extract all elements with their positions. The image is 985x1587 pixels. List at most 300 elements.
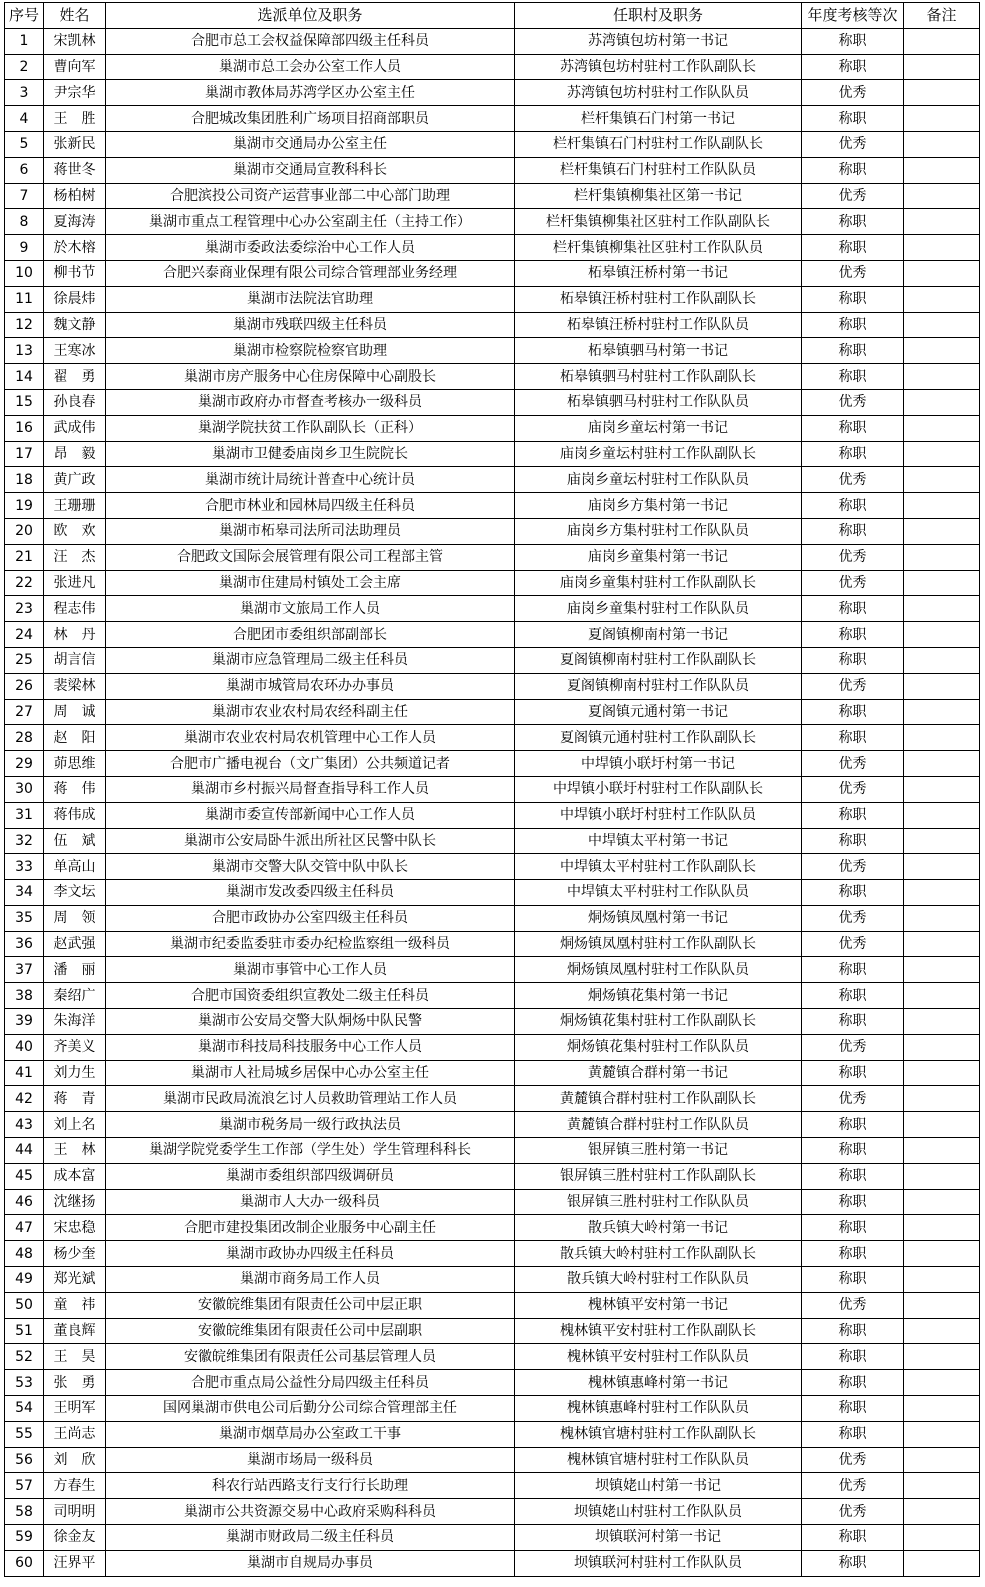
table-row [5,441,980,467]
remarks-cell [904,1215,980,1241]
annual-grade-cell: 称职 [802,209,904,235]
village-post-cell: 栏杆集镇石门村驻村工作队队员 [515,157,802,183]
serial-number-cell: 39 [5,1009,44,1035]
dispatching-unit-cell: 巢湖市文旅局工作人员 [106,596,515,622]
village-post-cell: 中垾镇小联圩村驻村工作队副队长 [515,776,802,802]
village-post-cell: 黄麓镇合群村驻村工作队副队长 [515,1086,802,1112]
dispatching-unit-cell: 合肥政文国际会展管理有限公司工程部主管 [106,544,515,570]
remarks-cell [904,1189,980,1215]
serial-number-cell: 53 [5,1370,44,1396]
annual-grade-cell: 称职 [802,699,904,725]
name-cell: 王 昊 [44,1344,106,1370]
village-post-cell: 黄麓镇合群村驻村工作队队员 [515,1112,802,1138]
remarks-cell [904,1163,980,1189]
table-row [5,854,980,880]
annual-grade-cell: 称职 [802,235,904,261]
serial-number-cell: 31 [5,802,44,828]
dispatching-unit-cell: 安徽皖维集团有限责任公司中层正职 [106,1292,515,1318]
dispatching-unit-cell: 科农行站西路支行支行行长助理 [106,1473,515,1499]
dispatching-unit-cell: 巢湖市商务局工作人员 [106,1267,515,1293]
village-post-cell: 银屏镇三胜村驻村工作队副队长 [515,1163,802,1189]
name-cell: 杨少奎 [44,1241,106,1267]
remarks-cell [904,1447,980,1473]
remarks-cell [904,183,980,209]
table-row [5,596,980,622]
name-cell: 刘力生 [44,1060,106,1086]
dispatching-unit-cell: 巢湖市人大办一级科员 [106,1189,515,1215]
village-post-cell: 庙岗乡童坛村驻村工作队队员 [515,467,802,493]
dispatching-unit-cell: 巢湖市乡村振兴局督查指导科工作人员 [106,776,515,802]
annual-grade-cell: 称职 [802,1267,904,1293]
name-cell: 魏文静 [44,312,106,338]
remarks-cell [904,106,980,132]
serial-number-cell: 56 [5,1447,44,1473]
remarks-cell [904,467,980,493]
remarks-cell [904,905,980,931]
table-row [5,467,980,493]
table-row [5,983,980,1009]
dispatching-unit-cell: 巢湖市住建局村镇处工会主席 [106,570,515,596]
remarks-cell [904,622,980,648]
serial-number-cell: 48 [5,1241,44,1267]
table-row [5,1267,980,1293]
serial-number-cell: 13 [5,338,44,364]
annual-grade-cell: 优秀 [802,673,904,699]
serial-number-cell: 28 [5,725,44,751]
serial-number-cell: 50 [5,1292,44,1318]
header-serial-number: 序号 [5,3,44,29]
serial-number-cell: 4 [5,106,44,132]
name-cell: 张新民 [44,131,106,157]
serial-number-cell: 5 [5,131,44,157]
serial-number-cell: 35 [5,905,44,931]
table-row [5,647,980,673]
remarks-cell [904,1086,980,1112]
table-row [5,905,980,931]
table-row [5,776,980,802]
dispatching-unit-cell: 巢湖市卫健委庙岗乡卫生院院长 [106,441,515,467]
name-cell: 尹宗华 [44,80,106,106]
name-cell: 昂 毅 [44,441,106,467]
table-row [5,1499,980,1525]
annual-grade-cell: 称职 [802,106,904,132]
remarks-cell [904,1318,980,1344]
dispatching-unit-cell: 巢湖市交通局办公室主任 [106,131,515,157]
serial-number-cell: 9 [5,235,44,261]
dispatching-unit-cell: 合肥市重点局公益性分局四级主任科员 [106,1370,515,1396]
dispatching-unit-cell: 巢湖市法院法官助理 [106,286,515,312]
annual-grade-cell: 称职 [802,54,904,80]
remarks-cell [904,1396,980,1422]
annual-grade-cell: 称职 [802,1370,904,1396]
name-cell: 孙良春 [44,389,106,415]
table-row [5,725,980,751]
table-row [5,673,980,699]
dispatching-unit-cell: 巢湖市发改委四级主任科员 [106,880,515,906]
village-post-cell: 栏杆集镇石门村第一书记 [515,106,802,132]
name-cell: 蒋 伟 [44,776,106,802]
table-row [5,931,980,957]
dispatching-unit-cell: 巢湖市委政法委综治中心工作人员 [106,235,515,261]
remarks-cell [904,751,980,777]
table-row [5,570,980,596]
table-row [5,828,980,854]
dispatching-unit-cell: 巢湖市财政局二级主任科员 [106,1525,515,1551]
name-cell: 张 勇 [44,1370,106,1396]
remarks-cell [904,647,980,673]
village-post-cell: 庙岗乡童集村第一书记 [515,544,802,570]
name-cell: 董良辉 [44,1318,106,1344]
header-village-post: 任职村及职务 [515,3,802,29]
table-row [5,1189,980,1215]
annual-grade-cell: 称职 [802,1550,904,1576]
annual-grade-cell: 优秀 [802,389,904,415]
remarks-cell [904,1421,980,1447]
name-cell: 蒋 青 [44,1086,106,1112]
table-row [5,1344,980,1370]
header-name: 姓名 [44,3,106,29]
dispatching-unit-cell: 合肥市建投集团改制企业服务中心副主任 [106,1215,515,1241]
table-row [5,699,980,725]
name-cell: 王珊珊 [44,493,106,519]
dispatching-unit-cell: 安徽皖维集团有限责任公司基层管理人员 [106,1344,515,1370]
serial-number-cell: 44 [5,1138,44,1164]
table-row [5,1292,980,1318]
dispatching-unit-cell: 巢湖市交通局宣教科科长 [106,157,515,183]
name-cell: 汪 杰 [44,544,106,570]
table-row [5,260,980,286]
annual-grade-cell: 称职 [802,725,904,751]
village-post-cell: 槐林镇惠峰村驻村工作队队员 [515,1396,802,1422]
village-post-cell: 庙岗乡童集村驻村工作队队员 [515,596,802,622]
remarks-cell [904,1241,980,1267]
village-post-cell: 苏湾镇包坊村第一书记 [515,28,802,54]
name-cell: 潘 丽 [44,957,106,983]
serial-number-cell: 10 [5,260,44,286]
annual-grade-cell: 称职 [802,157,904,183]
village-post-cell: 夏阁镇元通村第一书记 [515,699,802,725]
table-row [5,312,980,338]
dispatching-unit-cell: 巢湖市自规局办事员 [106,1550,515,1576]
serial-number-cell: 3 [5,80,44,106]
village-post-cell: 黄麓镇合群村第一书记 [515,1060,802,1086]
name-cell: 王 胜 [44,106,106,132]
remarks-cell [904,338,980,364]
serial-number-cell: 52 [5,1344,44,1370]
name-cell: 周 诚 [44,699,106,725]
village-post-cell: 坝镇姥山村驻村工作队队员 [515,1499,802,1525]
annual-grade-cell: 优秀 [802,80,904,106]
name-cell: 林 丹 [44,622,106,648]
remarks-cell [904,1112,980,1138]
serial-number-cell: 47 [5,1215,44,1241]
header-row [5,3,980,29]
serial-number-cell: 14 [5,364,44,390]
serial-number-cell: 25 [5,647,44,673]
village-post-cell: 散兵镇大岭村驻村工作队副队长 [515,1241,802,1267]
table-row [5,1034,980,1060]
serial-number-cell: 30 [5,776,44,802]
dispatching-unit-cell: 巢湖市税务局一级行政执法员 [106,1112,515,1138]
table-row [5,389,980,415]
village-post-cell: 中垾镇小联圩村驻村工作队队员 [515,802,802,828]
village-post-cell: 坝镇姥山村第一书记 [515,1473,802,1499]
remarks-cell [904,54,980,80]
remarks-cell [904,1499,980,1525]
name-cell: 曹向军 [44,54,106,80]
table-row [5,286,980,312]
dispatching-unit-cell: 合肥市广播电视台（文广集团）公共频道记者 [106,751,515,777]
table-row [5,80,980,106]
header-dispatching-unit: 选派单位及职务 [106,3,515,29]
table-row [5,1241,980,1267]
dispatching-unit-cell: 巢湖市总工会办公室工作人员 [106,54,515,80]
annual-grade-cell: 称职 [802,1396,904,1422]
village-post-cell: 庙岗乡童坛村第一书记 [515,415,802,441]
table-row [5,131,980,157]
village-post-cell: 银屏镇三胜村驻村工作队队员 [515,1189,802,1215]
annual-grade-cell: 称职 [802,415,904,441]
serial-number-cell: 2 [5,54,44,80]
name-cell: 於木榕 [44,235,106,261]
village-post-cell: 烔炀镇花集村第一书记 [515,983,802,1009]
village-post-cell: 槐林镇平安村驻村工作队副队长 [515,1318,802,1344]
annual-grade-cell: 称职 [802,1112,904,1138]
dispatching-unit-cell: 巢湖市农业农村局农机管理中心工作人员 [106,725,515,751]
name-cell: 沈继扬 [44,1189,106,1215]
annual-grade-cell: 优秀 [802,260,904,286]
remarks-cell [904,493,980,519]
annual-grade-cell: 称职 [802,338,904,364]
village-post-cell: 庙岗乡童集村驻村工作队副队长 [515,570,802,596]
annual-grade-cell: 称职 [802,1215,904,1241]
remarks-cell [904,1009,980,1035]
dispatching-unit-cell: 巢湖市政协办四级主任科员 [106,1241,515,1267]
annual-grade-cell: 称职 [802,1060,904,1086]
village-post-cell: 庙岗乡方集村第一书记 [515,493,802,519]
annual-grade-cell: 优秀 [802,931,904,957]
annual-grade-cell: 优秀 [802,854,904,880]
dispatching-unit-cell: 巢湖学院扶贫工作队副队长（正科） [106,415,515,441]
dispatching-unit-cell: 巢湖市教体局苏湾学区办公室主任 [106,80,515,106]
serial-number-cell: 8 [5,209,44,235]
name-cell: 刘 欣 [44,1447,106,1473]
table-row [5,1112,980,1138]
serial-number-cell: 7 [5,183,44,209]
table-row [5,1318,980,1344]
annual-grade-cell: 称职 [802,493,904,519]
dispatching-unit-cell: 国网巢湖市供电公司后勤分公司综合管理部主任 [106,1396,515,1422]
table-row [5,1060,980,1086]
name-cell: 胡言信 [44,647,106,673]
serial-number-cell: 11 [5,286,44,312]
serial-number-cell: 45 [5,1163,44,1189]
dispatching-unit-cell: 巢湖市人社局城乡居保中心办公室主任 [106,1060,515,1086]
serial-number-cell: 22 [5,570,44,596]
serial-number-cell: 60 [5,1550,44,1576]
village-post-cell: 银屏镇三胜村第一书记 [515,1138,802,1164]
serial-number-cell: 51 [5,1318,44,1344]
name-cell: 童 祎 [44,1292,106,1318]
village-post-cell: 烔炀镇凤凰村驻村工作队副队长 [515,931,802,957]
dispatching-unit-cell: 巢湖市农业农村局农经科副主任 [106,699,515,725]
serial-number-cell: 41 [5,1060,44,1086]
remarks-cell [904,260,980,286]
table-row [5,1163,980,1189]
village-post-cell: 槐林镇惠峰村第一书记 [515,1370,802,1396]
village-post-cell: 柘皋镇汪桥村驻村工作队副队长 [515,286,802,312]
serial-number-cell: 20 [5,518,44,544]
annual-grade-cell: 称职 [802,1421,904,1447]
remarks-cell [904,673,980,699]
serial-number-cell: 17 [5,441,44,467]
name-cell: 司明明 [44,1499,106,1525]
annual-grade-cell: 优秀 [802,776,904,802]
dispatching-unit-cell: 巢湖市委宣传部新闻中心工作人员 [106,802,515,828]
remarks-cell [904,570,980,596]
annual-grade-cell: 称职 [802,983,904,1009]
name-cell: 朱海洋 [44,1009,106,1035]
remarks-cell [904,1370,980,1396]
remarks-cell [904,312,980,338]
name-cell: 程志伟 [44,596,106,622]
dispatching-unit-cell: 合肥兴泰商业保理有限公司综合管理部业务经理 [106,260,515,286]
dispatching-unit-cell: 巢湖市交警大队交管中队中队长 [106,854,515,880]
name-cell: 柳书节 [44,260,106,286]
annual-grade-cell: 称职 [802,647,904,673]
village-post-cell: 柘皋镇驷马村第一书记 [515,338,802,364]
dispatching-unit-cell: 合肥市林业和园林局四级主任科员 [106,493,515,519]
annual-grade-cell: 优秀 [802,1034,904,1060]
name-cell: 杨柏树 [44,183,106,209]
village-post-cell: 烔炀镇花集村驻村工作队副队长 [515,1009,802,1035]
name-cell: 宋忠稳 [44,1215,106,1241]
serial-number-cell: 27 [5,699,44,725]
remarks-cell [904,1344,980,1370]
remarks-cell [904,957,980,983]
remarks-cell [904,983,980,1009]
remarks-cell [904,441,980,467]
annual-grade-cell: 称职 [802,880,904,906]
remarks-cell [904,80,980,106]
village-post-cell: 苏湾镇包坊村驻村工作队副队长 [515,54,802,80]
dispatching-unit-cell: 巢湖市重点工程管理中心办公室副主任（主持工作） [106,209,515,235]
table-row [5,493,980,519]
annual-grade-cell: 称职 [802,312,904,338]
annual-grade-cell: 称职 [802,957,904,983]
annual-grade-cell: 优秀 [802,905,904,931]
village-post-cell: 庙岗乡童坛村驻村工作队副队长 [515,441,802,467]
annual-grade-cell: 优秀 [802,1473,904,1499]
table-row [5,364,980,390]
serial-number-cell: 37 [5,957,44,983]
serial-number-cell: 59 [5,1525,44,1551]
remarks-cell [904,235,980,261]
village-post-cell: 坝镇联河村第一书记 [515,1525,802,1551]
header-annual-grade: 年度考核等次 [802,3,904,29]
name-cell: 齐美义 [44,1034,106,1060]
dispatching-unit-cell: 合肥城改集团胜利广场项目招商部职员 [106,106,515,132]
annual-grade-cell: 称职 [802,441,904,467]
dispatching-unit-cell: 巢湖市公安局卧牛派出所社区民警中队长 [106,828,515,854]
name-cell: 张进凡 [44,570,106,596]
annual-grade-cell: 优秀 [802,751,904,777]
serial-number-cell: 26 [5,673,44,699]
dispatching-unit-cell: 巢湖市政府办市督查考核办一级科员 [106,389,515,415]
village-post-cell: 夏阁镇柳南村第一书记 [515,622,802,648]
table-row [5,622,980,648]
serial-number-cell: 19 [5,493,44,519]
annual-grade-cell: 称职 [802,1241,904,1267]
dispatching-unit-cell: 巢湖市烟草局办公室政工干事 [106,1421,515,1447]
annual-grade-cell: 称职 [802,828,904,854]
village-post-cell: 烔炀镇凤凰村驻村工作队队员 [515,957,802,983]
dispatching-unit-cell: 巢湖市科技局科技服务中心工作人员 [106,1034,515,1060]
table-row [5,802,980,828]
table-row [5,1550,980,1576]
annual-grade-cell: 称职 [802,1189,904,1215]
remarks-cell [904,931,980,957]
remarks-cell [904,544,980,570]
table-row [5,1473,980,1499]
remarks-cell [904,828,980,854]
village-post-cell: 中垾镇小联圩村第一书记 [515,751,802,777]
name-cell: 成本富 [44,1163,106,1189]
annual-grade-cell: 称职 [802,596,904,622]
table-row [5,1009,980,1035]
village-post-cell: 散兵镇大岭村第一书记 [515,1215,802,1241]
remarks-cell [904,209,980,235]
name-cell: 夏海涛 [44,209,106,235]
dispatching-unit-cell: 巢湖市残联四级主任科员 [106,312,515,338]
village-post-cell: 槐林镇平安村第一书记 [515,1292,802,1318]
serial-number-cell: 57 [5,1473,44,1499]
name-cell: 裴梁林 [44,673,106,699]
village-post-cell: 栏杆集镇柳集社区第一书记 [515,183,802,209]
name-cell: 秦绍广 [44,983,106,1009]
village-post-cell: 坝镇联河村驻村工作队队员 [515,1550,802,1576]
dispatching-unit-cell: 巢湖市民政局流浪乞讨人员救助管理站工作人员 [106,1086,515,1112]
table-row [5,338,980,364]
annual-grade-cell: 称职 [802,1163,904,1189]
table-row [5,1215,980,1241]
remarks-cell [904,389,980,415]
serial-number-cell: 18 [5,467,44,493]
name-cell: 赵 阳 [44,725,106,751]
serial-number-cell: 49 [5,1267,44,1293]
serial-number-cell: 6 [5,157,44,183]
dispatching-unit-cell: 合肥市政协办公室四级主任科员 [106,905,515,931]
village-post-cell: 夏阁镇柳南村驻村工作队队员 [515,673,802,699]
serial-number-cell: 58 [5,1499,44,1525]
village-post-cell: 苏湾镇包坊村驻村工作队队员 [515,80,802,106]
dispatching-unit-cell: 巢湖市公安局交警大队烔炀中队民警 [106,1009,515,1035]
village-post-cell: 柘皋镇驷马村驻村工作队队员 [515,389,802,415]
annual-grade-cell: 称职 [802,1138,904,1164]
table-row [5,1421,980,1447]
header-remarks: 备注 [904,3,980,29]
table-row [5,544,980,570]
name-cell: 茆思维 [44,751,106,777]
serial-number-cell: 46 [5,1189,44,1215]
name-cell: 黄广政 [44,467,106,493]
annual-grade-cell: 优秀 [802,183,904,209]
annual-grade-cell: 称职 [802,802,904,828]
village-post-cell: 中垾镇太平村第一书记 [515,828,802,854]
name-cell: 欧 欢 [44,518,106,544]
name-cell: 单高山 [44,854,106,880]
dispatching-unit-cell: 合肥市总工会权益保障部四级主任科员 [106,28,515,54]
